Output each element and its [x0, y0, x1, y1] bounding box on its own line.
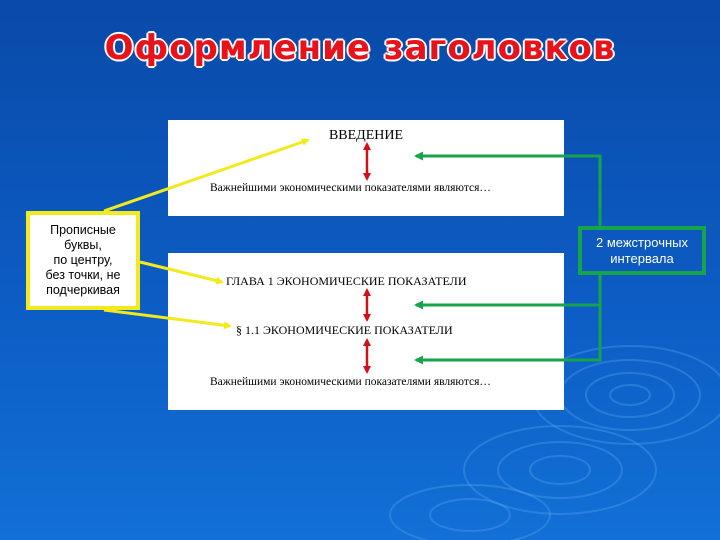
green-connector-top	[416, 156, 600, 226]
example-body-text: Важнейшими экономическими показателями являются…	[210, 376, 491, 388]
slide-title: Оформление заголовков	[104, 28, 616, 68]
line-spacing-text: 2 межстрочных интервала	[596, 234, 688, 266]
yellow-pointer-to-chapter	[140, 262, 222, 282]
formatting-rules-text: Прописные буквы, по центру, без точки, не подчеркивая	[45, 223, 121, 297]
green-connector-bottom	[416, 275, 600, 360]
yellow-pointer-to-section	[104, 310, 230, 326]
example-chapter-heading: ГЛАВА 1 ЭКОНОМИЧЕСКИЕ ПОКАЗАТЕЛИ	[226, 274, 467, 288]
example-body-text: Важнейшими экономическими показателями являются…	[210, 182, 491, 194]
yellow-pointer-to-introduction	[104, 140, 308, 211]
example-section-heading: § 1.1 ЭКОНОМИЧЕСКИЕ ПОКАЗАТЕЛИ	[236, 323, 453, 337]
example-heading-introduction: ВВЕДЕНИЕ	[328, 128, 404, 143]
